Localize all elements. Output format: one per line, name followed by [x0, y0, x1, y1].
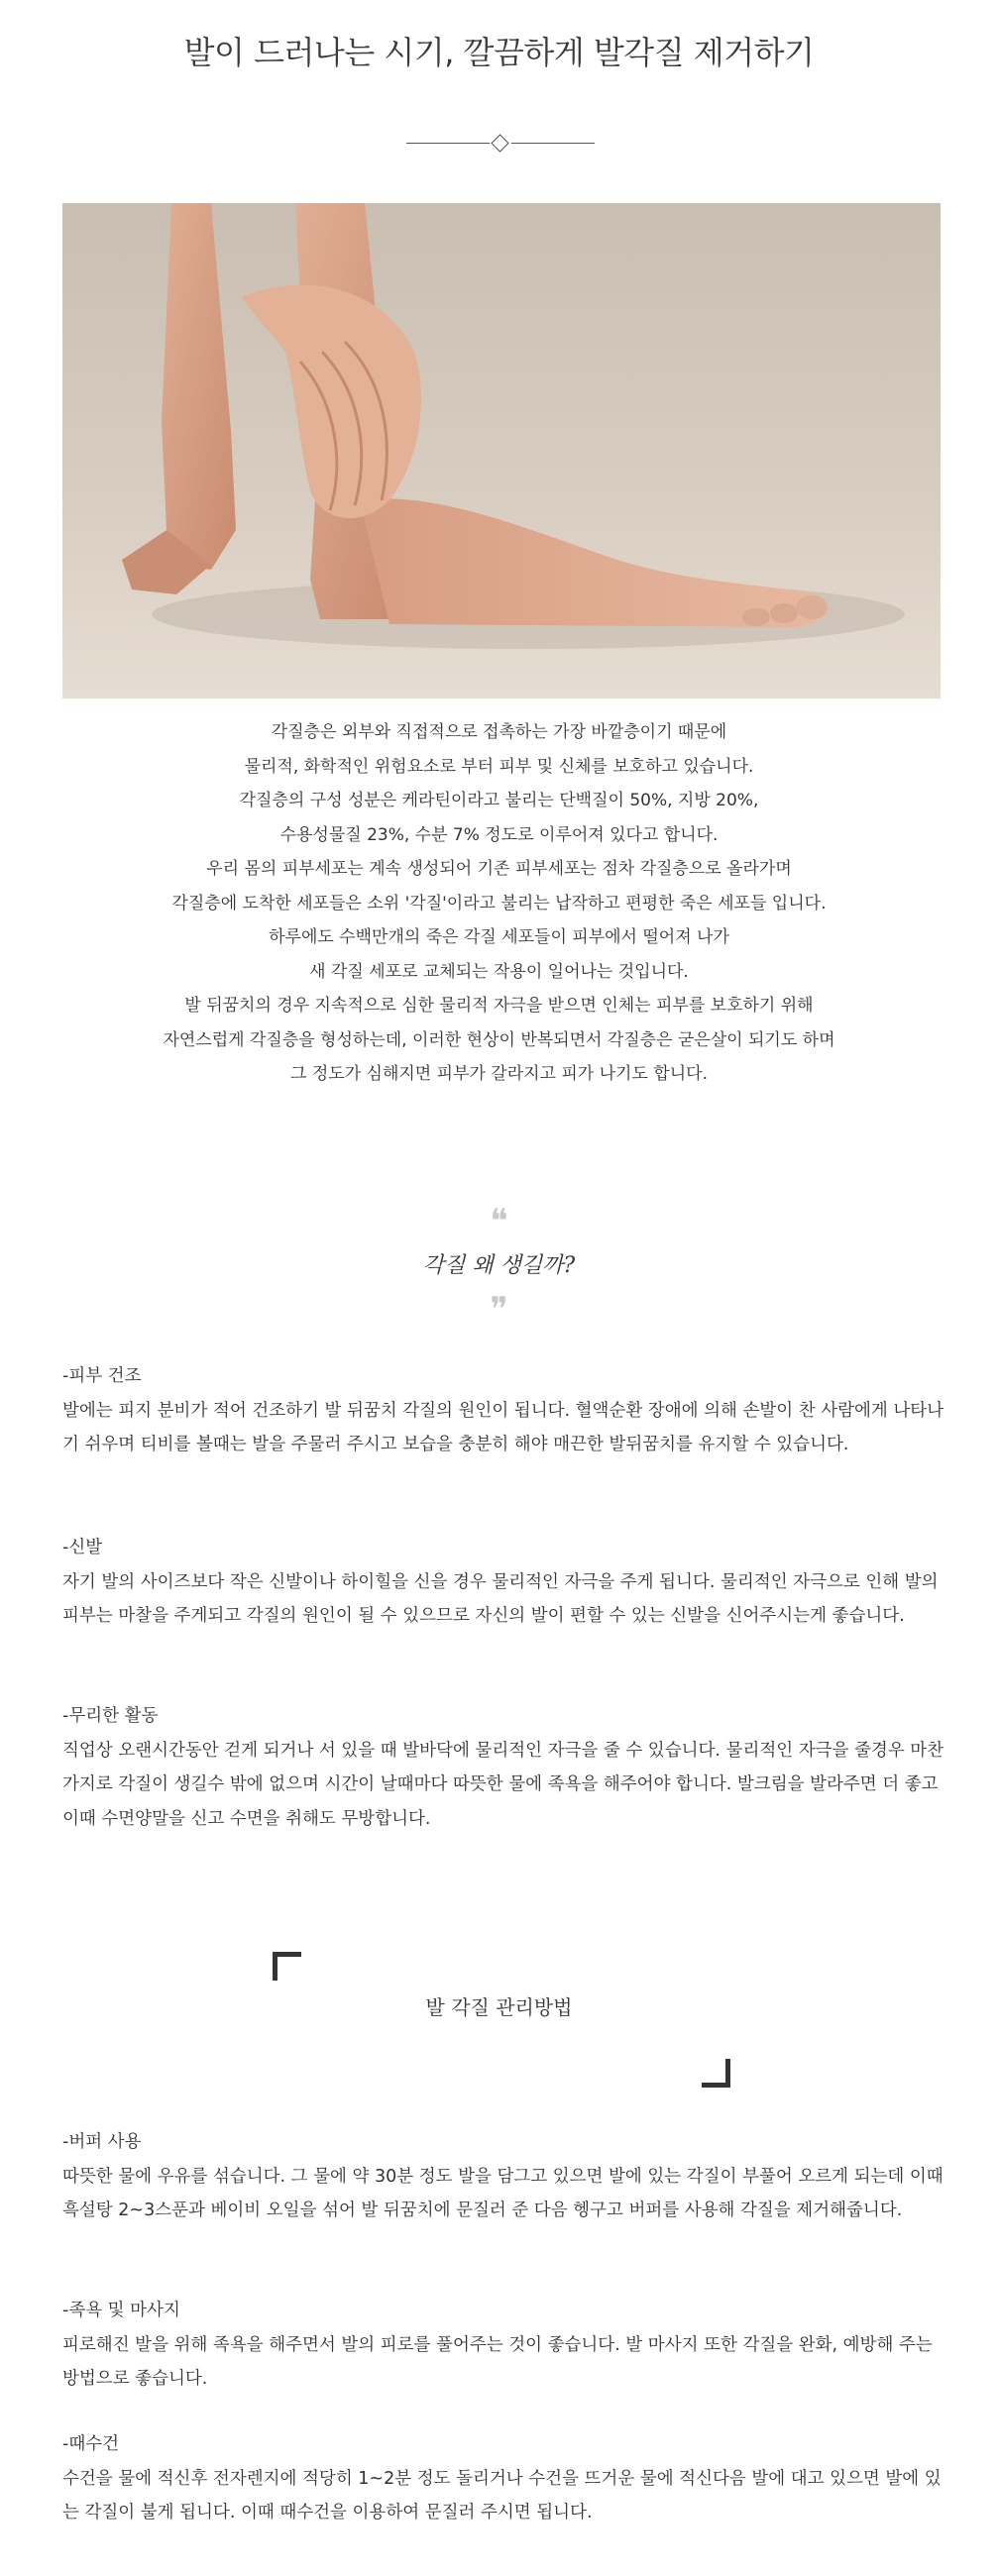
intro-line: 그 정도가 심해지면 피부가 갈라지고 피가 나기도 합니다. — [290, 1064, 708, 1084]
intro-line: 물리적, 화학적인 위험요소로 부터 피부 및 신체를 보호하고 있습니다. — [244, 756, 754, 777]
care-section — [62, 2427, 944, 2530]
section-body: 피로해진 발을 위해 족욕을 해주면서 발의 피로를 풀어주는 것이 좋습니다. 발 마사지 또한 각질을 완화, 예방해 주는 방법으로 좋습니다. — [62, 2334, 933, 2389]
section-heading: -족욕 및 마사지 — [62, 2301, 180, 2320]
section-body: 직업상 오랜시간동안 걷게 되거나 서 있을 때 발바닥에 물리적인 자극을 줄 수 있습니다. 물리적인 자극을 줄경우 마찬가지로 각질이 생길수 밖에 없으며 시간이 날때마다 따뜻한 물에 족욕을 해주어야 합니다. 발크림을 발라주면 더 좋고 이때 수면양말을 신고 수면을 취해도 무방합니다. — [62, 1740, 944, 1829]
quote-block — [0, 1202, 998, 1330]
intro-line: 각질층에 도착한 세포들은 소위 '각질'이라고 불리는 납작하고 편평한 죽은 세포들 입니다. — [171, 893, 827, 913]
cause-section — [62, 1531, 944, 1634]
section-body: 따뜻한 물에 우유를 섞습니다. 그 물에 약 30분 정도 발을 담그고 있으면 발에 있는 각질이 부풀어 오르게 되는데 이때 흑설탕 2~3스푼과 베이비 오일을 섞어 발 뒤꿈치에 문질러 준 다음 헹구고 버퍼를 사용해 각질을 제거해줍니다. — [62, 2166, 943, 2220]
care-heading: 발 각질 관리방법 — [425, 1995, 573, 2019]
quote-heading: 각질 왜 생길까? — [422, 1253, 576, 1278]
bracket-corner-bottom-right — [702, 2059, 730, 2088]
divider-line-left — [406, 143, 490, 144]
section-heading: -신발 — [62, 1538, 103, 1557]
close-quote-icon: ❞ — [490, 1290, 508, 1330]
intro-line: 하루에도 수백만개의 죽은 각질 세포들이 피부에서 떨어져 나가 — [269, 927, 729, 947]
page-title: 발이 드러나는 시기, 깔끔하게 발각질 제거하기 — [183, 34, 815, 71]
section-heading: -무리한 활동 — [62, 1706, 159, 1726]
intro-line: 새 각질 세포로 교체되는 작용이 일어나는 것입니다. — [309, 961, 689, 982]
open-quote-icon: ❝ — [490, 1202, 508, 1241]
divider-diamond-icon — [491, 134, 508, 152]
care-section — [62, 2125, 944, 2228]
intro-line: 자연스럽게 각질층을 형성하는데, 이러한 현상이 반복되면서 각질층은 굳은살이 되기도 하며 — [163, 1029, 835, 1050]
intro-line: 각질층의 구성 성분은 케라틴이라고 불리는 단백질이 50%, 지방 20%, — [239, 791, 759, 810]
section-heading: -버퍼 사용 — [62, 2132, 142, 2152]
divider-line-right — [511, 143, 595, 144]
cause-section — [62, 1359, 944, 1462]
intro-text — [59, 715, 939, 1092]
section-body: 발에는 피지 분비가 적어 건조하기 발 뒤꿈치 각질의 원인이 됩니다. 혈액순환 장애에 의해 손발이 찬 사람에게 나타나기 쉬우며 티비를 볼때는 발을 주물러 주시고 보습을 충분히 해야 매끈한 발뒤꿈치를 유지할 수 있습니다. — [62, 1400, 944, 1454]
hero-foot-photo — [62, 203, 941, 698]
intro-line: 수용성물질 23%, 수분 7% 정도로 이루어져 있다고 합니다. — [279, 824, 719, 845]
foot-illustration — [62, 203, 941, 698]
section-body: 수건을 물에 적신후 전자렌지에 적당히 1~2분 정도 돌리거나 수건을 뜨거운 물에 적신다음 발에 대고 있으면 발에 있는 각질이 불게 됩니다. 이때 때수건을 이용하여 문질러 주시면 됩니다. — [62, 2468, 942, 2522]
intro-line: 발 뒤꿈치의 경우 지속적으로 심한 물리적 자극을 받으면 인체는 피부를 보호하기 위해 — [184, 996, 814, 1016]
care-section — [62, 2294, 944, 2397]
intro-line: 각질층은 외부와 직접적으로 접촉하는 가장 바깥층이기 때문에 — [271, 722, 727, 742]
title-divider — [406, 134, 595, 154]
section-body: 자기 발의 사이즈보다 작은 신발이나 하이힐을 신을 경우 물리적인 자극을 주게 됩니다. 물리적인 자극으로 인해 발의 피부는 마찰을 주게되고 각질의 원인이 될 수 있으므로 자신의 발이 편할 수 있는 신발을 신어주시는게 좋습니다. — [62, 1571, 939, 1626]
bracket-corner-top-left — [273, 1952, 301, 1981]
section-heading: -피부 건조 — [62, 1366, 142, 1386]
cause-section — [62, 1699, 944, 1836]
intro-line: 우리 몸의 피부세포는 계속 생성되어 기존 피부세포는 점차 각질층으로 올라가며 — [206, 859, 792, 879]
section-heading: -때수건 — [62, 2434, 120, 2454]
